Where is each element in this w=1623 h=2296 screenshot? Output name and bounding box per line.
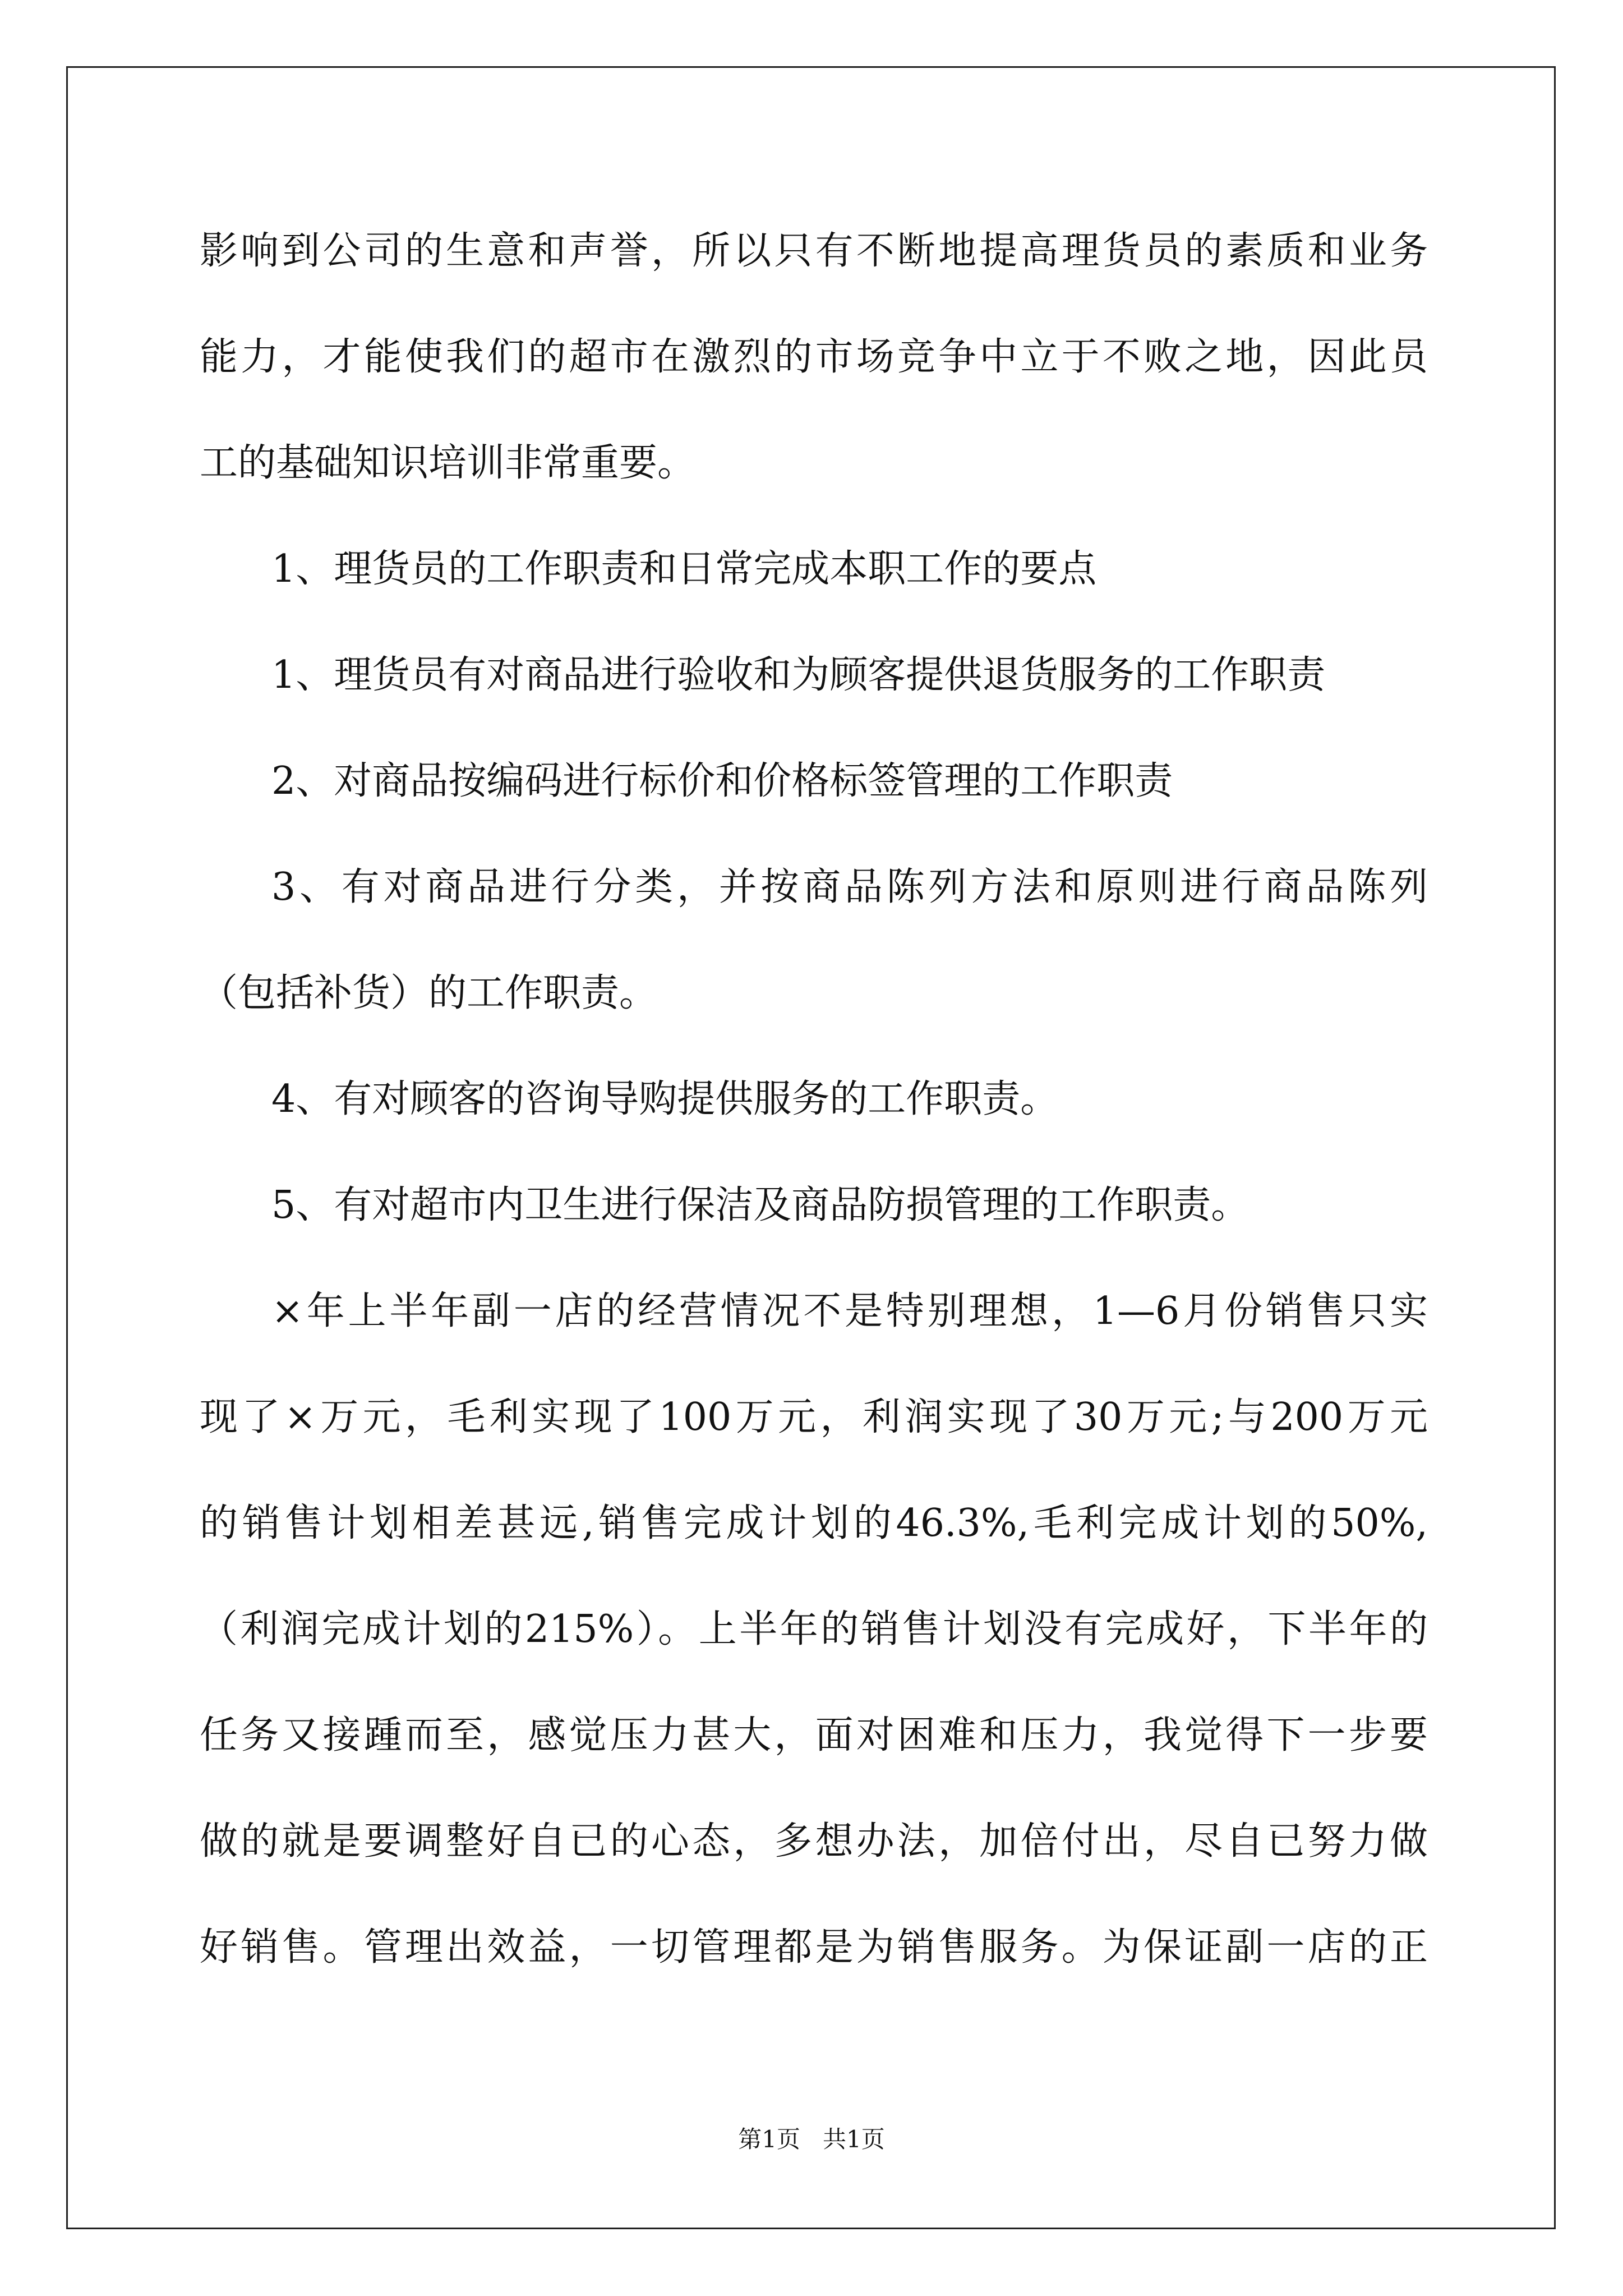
text-line: 现了×万元，毛利实现了100万元，利润实现了30万元;与200万元: [200, 1395, 1428, 1439]
text-line: 好销售。管理出效益，一切管理都是为销售服务。为保证副一店的正: [200, 1925, 1428, 1970]
text-line: 工的基础知识培训非常重要。: [200, 441, 696, 485]
page-total: 共1页: [823, 2125, 885, 2153]
section-heading: 1、理货员的工作职责和日常完成本职工作的要点: [271, 547, 1097, 591]
text-line: （利润完成计划的215%）。上半年的销售计划没有完成好，下半年的: [200, 1607, 1428, 1651]
page-number: 第1页: [738, 2125, 800, 2153]
text-line: 影响到公司的生意和声誉，所以只有不断地提高理货员的素质和业务: [200, 229, 1428, 273]
text-line: （包括补货）的工作职责。: [200, 971, 658, 1015]
text-line: 任务又接踵而至，感觉压力甚大，面对困难和压力，我觉得下一步要: [200, 1713, 1428, 1757]
list-item: 2、对商品按编码进行标价和价格标签管理的工作职责: [271, 759, 1173, 803]
paragraph-start: ×年上半年副一店的经营情况不是特别理想，1—6月份销售只实: [271, 1289, 1428, 1333]
list-item: 4、有对顾客的咨询导购提供服务的工作职责。: [271, 1077, 1059, 1121]
page-footer: [0, 2123, 1623, 2156]
document-body: [200, 212, 1428, 2014]
list-item: 5、有对超市内卫生进行保洁及商品防损管理的工作职责。: [271, 1183, 1249, 1227]
list-item: 3、有对商品进行分类，并按商品陈列方法和原则进行商品陈列: [271, 865, 1428, 909]
text-line: 的销售计划相差甚远,销售完成计划的46.3%,毛利完成计划的50%,: [200, 1501, 1428, 1545]
list-item: 1、理货员有对商品进行验收和为顾客提供退货服务的工作职责: [271, 653, 1326, 697]
text-line: 能力，才能使我们的超市在激烈的市场竞争中立于不败之地，因此员: [200, 335, 1428, 379]
text-line: 做的就是要调整好自已的心态，多想办法，加倍付出，尽自已努力做: [200, 1819, 1428, 1864]
